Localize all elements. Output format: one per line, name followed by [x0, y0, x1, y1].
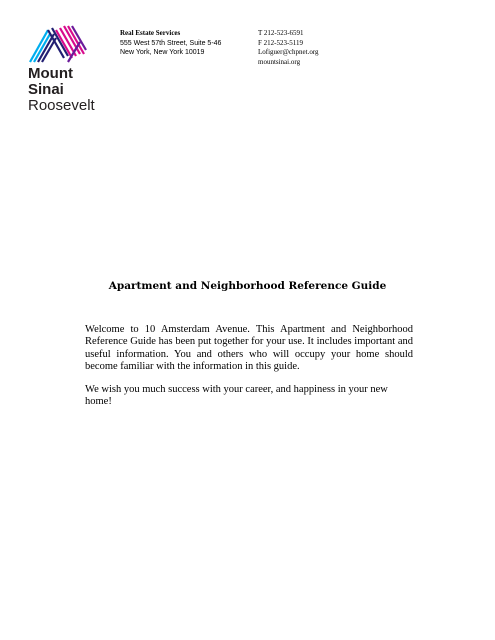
logo-line-sinai: Sinai: [28, 81, 64, 98]
document-title: Apartment and Neighborhood Reference Guide: [108, 280, 387, 292]
fax-number: F 212-523-5119: [258, 38, 304, 47]
street-address: 555 West 57th Street, Suite 5-46: [120, 39, 222, 47]
department-name: Real Estate Services: [120, 29, 181, 37]
logo-line-mount: Mount: [28, 65, 73, 82]
letterhead-address: [120, 29, 221, 58]
letterhead-contact: [258, 29, 319, 67]
email-address: Lofiguer@chpnet.org: [258, 48, 319, 56]
logo-line-roosevelt: Roosevelt: [28, 97, 95, 114]
city-address: New York, New York 10019: [120, 49, 205, 56]
closing-paragraph: We wish you much success with your career, and happiness in your new home!: [85, 384, 388, 408]
logo-wordmark: [28, 66, 95, 114]
welcome-paragraph: Welcome to 10 Amsterdam Avenue. This Apartment and Neighborhood Reference Guide has been put together for your use. It includes important and useful information. You and others who will occupy your home should become familiar with the information in this guide.: [85, 324, 413, 372]
phone-number: T 212-523-6591: [258, 29, 304, 37]
document-body: [85, 324, 413, 420]
mount-sinai-logo-icon: [28, 24, 88, 64]
website-link: mountsinai.org: [258, 57, 301, 66]
